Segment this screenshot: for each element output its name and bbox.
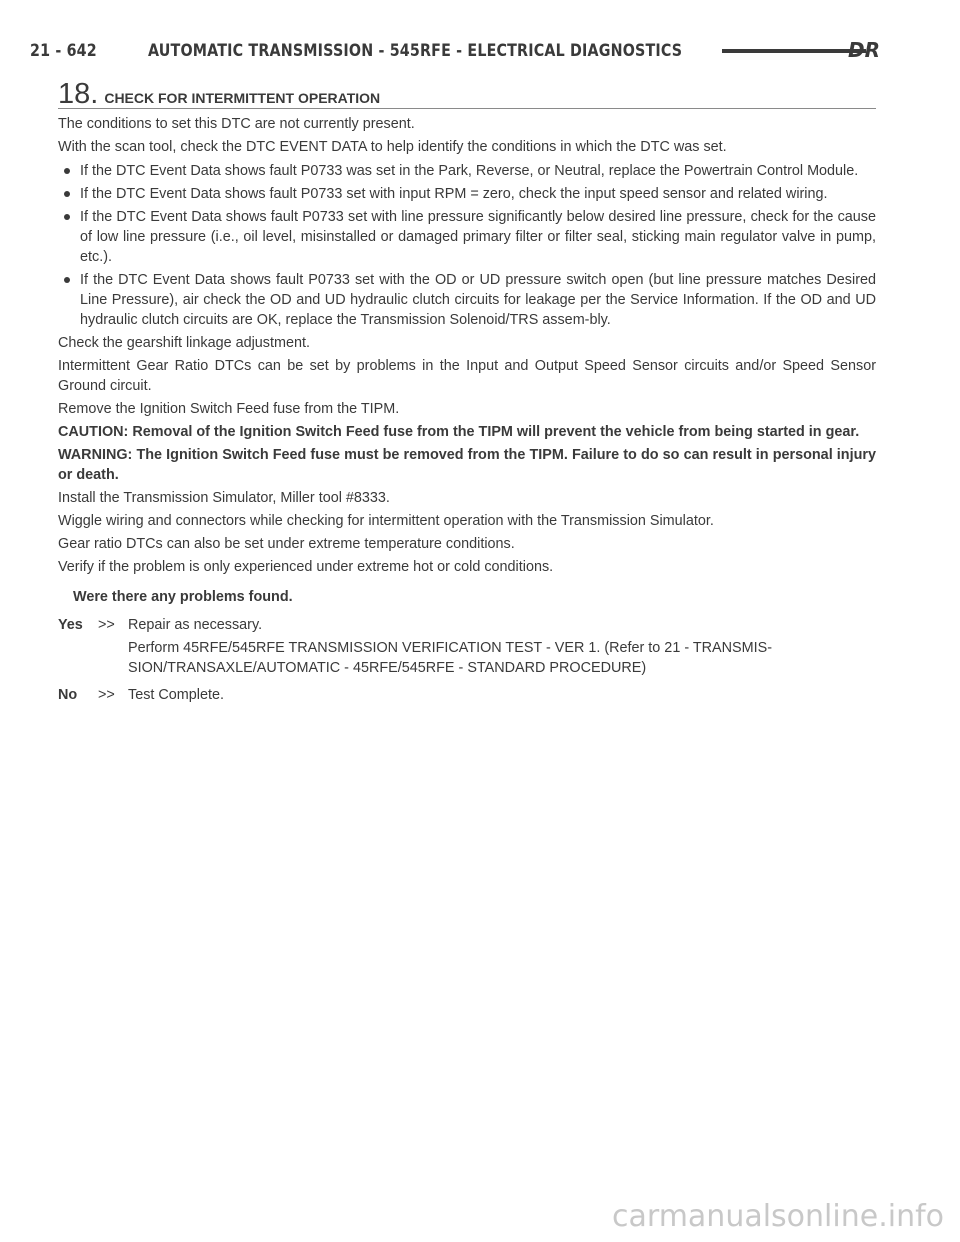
page-number: 21 - 642 <box>30 41 97 61</box>
paragraph: The conditions to set this DTC are not currently present. <box>58 116 415 132</box>
paragraph: Intermittent Gear Ratio DTCs can be set by problems in the Input and Output Speed Sensor circuits and/or Speed Sensor Ground circuit. <box>58 358 876 394</box>
watermark: carmanualsonline.info <box>612 1199 944 1234</box>
paragraph: Check the gearshift linkage adjustment. <box>58 335 310 351</box>
answer-line: Perform 45RFE/545RFE TRANSMISSION VERIFICATION TEST - VER 1. (Refer to 21 - TRANSMIS-SION/TRANSAXLE/AUTOMATIC - 45RFE/545RFE - STANDARD PROCEDURE) <box>128 640 772 676</box>
paragraph: Wiggle wiring and connectors while checking for intermittent operation with the Transmission Simulator. <box>58 513 714 529</box>
header-rule <box>722 49 866 53</box>
paragraph: Remove the Ignition Switch Feed fuse from the TIPM. <box>58 401 400 417</box>
page-header <box>30 38 880 64</box>
caution-note: CAUTION: Removal of the Ignition Switch Feed fuse from the TIPM will prevent the vehicle from being started in gear. <box>58 424 860 440</box>
vehicle-tag: DR <box>847 38 880 62</box>
step-title: CHECK FOR INTERMITTENT OPERATION <box>104 90 381 106</box>
section-title: AUTOMATIC TRANSMISSION - 545RFE - ELECTRICAL DIAGNOSTICS <box>148 41 683 61</box>
bullet-text: If the DTC Event Data shows fault P0733 set with the OD or UD pressure switch open (but line pressure matches Desired Line Pressure), air check the OD and UD hydraulic clutch circuits for leakage per the Service Information. If the OD and UD hydraulic clutch circuits are OK, replace the Transmission Solenoid/TRS assem-bly. <box>80 272 876 328</box>
answer-line: Test Complete. <box>128 687 224 703</box>
answer-arrow: >> <box>98 617 115 633</box>
step-number: 18. <box>58 78 99 110</box>
answer-arrow: >> <box>98 687 115 703</box>
paragraph: With the scan tool, check the DTC EVENT DATA to help identify the conditions in which the DTC was set. <box>58 139 727 155</box>
bullet-item <box>58 184 876 204</box>
answer-yes <box>58 615 876 681</box>
paragraph: Gear ratio DTCs can also be set under extreme temperature conditions. <box>58 536 515 552</box>
answer-body <box>128 615 876 681</box>
bullet-item <box>58 161 876 181</box>
bullet-icon <box>64 191 70 197</box>
answer-label: No <box>58 687 78 703</box>
decision-question: Were there any problems found. <box>73 589 293 605</box>
bullet-item <box>58 207 876 267</box>
bullet-list <box>58 161 876 330</box>
answer-line: Repair as necessary. <box>128 617 263 633</box>
answer-no <box>58 685 876 708</box>
step-content <box>58 114 876 712</box>
warning-note: WARNING: The Ignition Switch Feed fuse must be removed from the TIPM. Failure to do so can result in personal injury or death. <box>58 447 876 483</box>
bullet-icon <box>64 168 70 174</box>
bullet-text: If the DTC Event Data shows fault P0733 set with line pressure significantly below desired line pressure, check for the cause of low line pressure (i.e., oil level, misinstalled or damaged primary filter or filter seal, sticking main regulator valve in pump, etc.). <box>80 209 876 265</box>
answer-label: Yes <box>58 617 83 633</box>
answer-body <box>128 685 876 708</box>
paragraph: Install the Transmission Simulator, Miller tool #8333. <box>58 490 390 506</box>
bullet-text: If the DTC Event Data shows fault P0733 was set in the Park, Reverse, or Neutral, replace the Powertrain Control Module. <box>80 163 859 179</box>
paragraph: Verify if the problem is only experienced under extreme hot or cold conditions. <box>58 559 554 575</box>
step-heading <box>58 78 876 109</box>
bullet-item <box>58 270 876 330</box>
bullet-text: If the DTC Event Data shows fault P0733 set with input RPM = zero, check the input speed sensor and related wiring. <box>80 186 828 202</box>
bullet-icon <box>64 277 70 283</box>
bullet-icon <box>64 214 70 220</box>
